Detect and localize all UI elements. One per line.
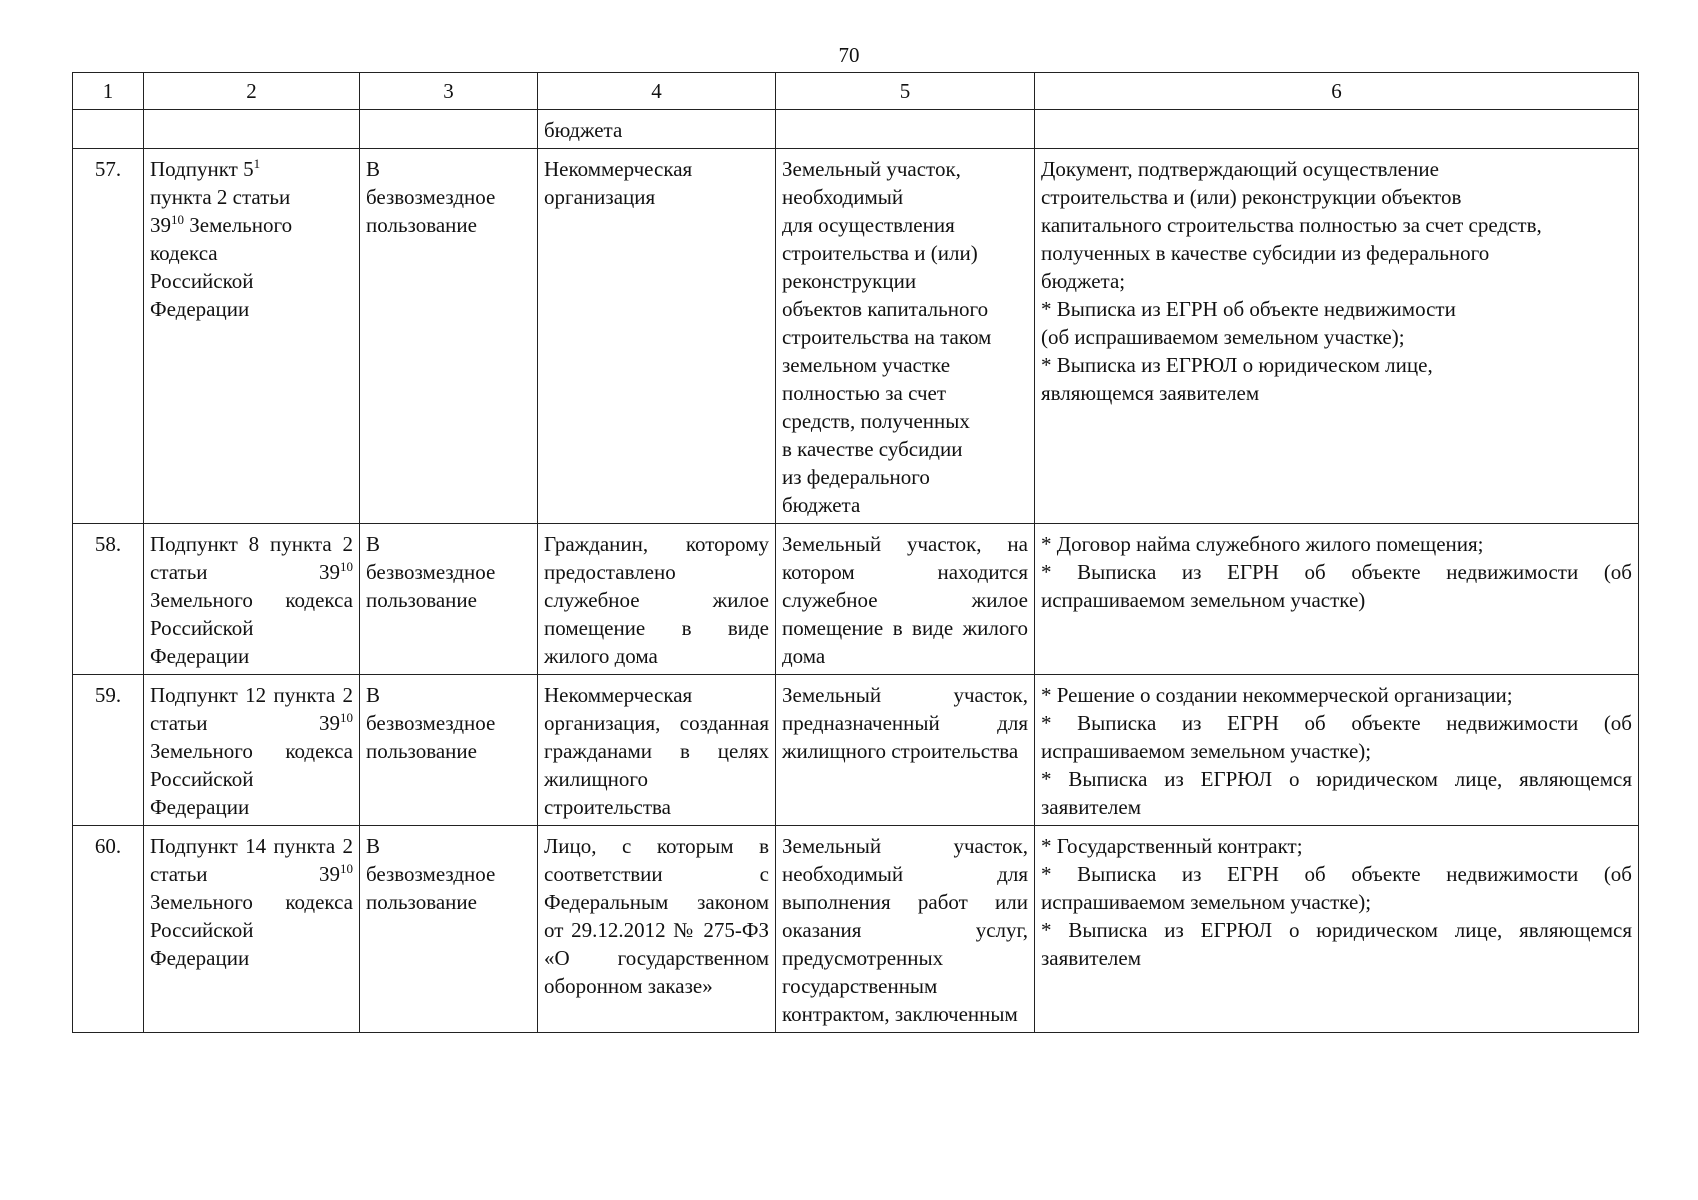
documents-line: * Выписка из ЕГРН об объекте недвижимости (об испрашиваемом земельном участке) bbox=[1041, 560, 1632, 612]
table-row bbox=[73, 826, 1639, 1033]
legal-basis-text: Подпункт 5 bbox=[150, 157, 254, 181]
land-plot-line: Земельный участок, на котором находится служебное жилое помещение в виде жилого дома bbox=[782, 532, 1028, 668]
continuation-row bbox=[73, 110, 1639, 149]
header-col-4: 4 bbox=[538, 73, 776, 110]
land-plot-cell bbox=[776, 524, 1035, 675]
right-type-line: В bbox=[366, 157, 381, 181]
land-plot-line: средств, полученных bbox=[782, 409, 970, 433]
documents-line: * Государственный контракт; bbox=[1041, 834, 1303, 858]
right-type-line: безвозмездное bbox=[366, 711, 496, 735]
legal-basis-text: Подпункт 12 пункта 2 статьи 39 bbox=[150, 683, 353, 735]
documents-cell bbox=[1035, 149, 1639, 524]
legal-basis-text: Земельного кодекса Российской Федерации bbox=[150, 588, 353, 668]
legal-basis-text: Земельного кодекса Российской Федерации bbox=[150, 890, 353, 970]
land-documents-table bbox=[72, 72, 1639, 1033]
land-plot-line: земельном участке bbox=[782, 353, 951, 377]
legal-basis-line bbox=[150, 183, 353, 211]
header-col-6: 6 bbox=[1035, 73, 1639, 110]
legal-basis-cell bbox=[144, 524, 360, 675]
applicant-cell bbox=[538, 826, 776, 1033]
right-type-line: пользование bbox=[366, 588, 477, 612]
legal-basis-text: кодекса bbox=[150, 241, 218, 265]
documents-cell bbox=[1035, 524, 1639, 675]
land-plot-line: полностью за счет bbox=[782, 381, 947, 405]
header-col-3: 3 bbox=[360, 73, 538, 110]
right-type-cell bbox=[360, 524, 538, 675]
row-number: 58. bbox=[73, 524, 144, 675]
legal-basis-cell bbox=[144, 675, 360, 826]
legal-basis-text: 39 bbox=[150, 213, 171, 237]
applicant-line: Некоммерческая bbox=[544, 157, 693, 181]
legal-basis-line bbox=[150, 239, 353, 267]
row-number: 60. bbox=[73, 826, 144, 1033]
documents-line: капитального строительства полностью за счет средств, bbox=[1041, 213, 1542, 237]
table-row bbox=[73, 675, 1639, 826]
documents-line: * Выписка из ЕГРЮЛ о юридическом лице, являющемся заявителем bbox=[1041, 918, 1632, 970]
right-type-cell bbox=[360, 826, 538, 1033]
documents-line: Документ, подтверждающий осуществление bbox=[1041, 157, 1439, 181]
header-col-2: 2 bbox=[144, 73, 360, 110]
land-plot-line: Земельный участок, предназначенный для жилищного строительства bbox=[782, 683, 1028, 763]
header-col-5: 5 bbox=[776, 73, 1035, 110]
right-type-cell bbox=[360, 675, 538, 826]
superscript: 10 bbox=[340, 559, 353, 574]
page-number: 70 bbox=[838, 43, 860, 67]
land-plot-line: бюджета bbox=[782, 493, 861, 517]
legal-basis-line bbox=[150, 211, 353, 239]
continuation-cell-2 bbox=[144, 110, 360, 149]
applicant-line: Гражданин, которому предоставлено служебное жилое помещение в виде жилого дома bbox=[544, 532, 769, 668]
legal-basis-text: Федерации bbox=[150, 297, 250, 321]
documents-cell bbox=[1035, 826, 1639, 1033]
continuation-cell-3 bbox=[360, 110, 538, 149]
legal-basis-line bbox=[150, 681, 353, 821]
land-plot-line: Земельный участок, необходимый для выполнения работ или оказания услуг, предусмотренных государственным контрактом, заключенным bbox=[782, 834, 1028, 1026]
documents-line: являющемся заявителем bbox=[1041, 381, 1260, 405]
right-type-line: В bbox=[366, 683, 381, 707]
land-plot-line: для осуществления bbox=[782, 213, 955, 237]
continuation-cell-5 bbox=[776, 110, 1035, 149]
right-type-line: В bbox=[366, 532, 381, 556]
superscript: 1 bbox=[253, 156, 261, 171]
legal-basis-line bbox=[150, 832, 353, 972]
land-plot-line: строительства и (или) bbox=[782, 241, 978, 265]
documents-line: строительства и (или) реконструкции объектов bbox=[1041, 185, 1462, 209]
land-plot-cell bbox=[776, 675, 1035, 826]
documents-cell bbox=[1035, 675, 1639, 826]
legal-basis-text: пункта 2 статьи bbox=[150, 185, 291, 209]
legal-basis-line bbox=[150, 530, 353, 670]
superscript: 10 bbox=[340, 861, 353, 876]
documents-line: * Выписка из ЕГРН об объекте недвижимости bbox=[1041, 297, 1456, 321]
table-row bbox=[73, 149, 1639, 524]
documents-line: бюджета; bbox=[1041, 269, 1126, 293]
land-plot-line: в качестве субсидии bbox=[782, 437, 963, 461]
land-plot-line: строительства на таком bbox=[782, 325, 992, 349]
land-plot-line: необходимый bbox=[782, 185, 904, 209]
land-plot-line: объектов капитального bbox=[782, 297, 989, 321]
legal-basis-text: Земельного bbox=[184, 213, 293, 237]
land-plot-line: из федерального bbox=[782, 465, 930, 489]
legal-basis-text: Земельного кодекса Российской Федерации bbox=[150, 739, 353, 819]
documents-line: (об испрашиваемом земельном участке); bbox=[1041, 325, 1405, 349]
row-number: 57. bbox=[73, 149, 144, 524]
right-type-line: пользование bbox=[366, 213, 477, 237]
continuation-cell-1 bbox=[73, 110, 144, 149]
table-row bbox=[73, 524, 1639, 675]
right-type-line: В bbox=[366, 834, 381, 858]
applicant-cell bbox=[538, 149, 776, 524]
legal-basis-cell bbox=[144, 826, 360, 1033]
right-type-line: пользование bbox=[366, 739, 477, 763]
legal-basis-text: Подпункт 14 пункта 2 статьи 39 bbox=[150, 834, 353, 886]
applicant-cell bbox=[538, 524, 776, 675]
right-type-line: пользование bbox=[366, 890, 477, 914]
row-number: 59. bbox=[73, 675, 144, 826]
legal-basis-line bbox=[150, 267, 353, 295]
applicant-line: организация bbox=[544, 185, 656, 209]
documents-line: * Выписка из ЕГРЮЛ о юридическом лице, являющемся заявителем bbox=[1041, 767, 1632, 819]
continuation-cell-4: бюджета bbox=[538, 110, 776, 149]
right-type-line: безвозмездное bbox=[366, 185, 496, 209]
superscript: 10 bbox=[340, 710, 353, 725]
header-col-1: 1 bbox=[73, 73, 144, 110]
header-row bbox=[73, 73, 1639, 110]
legal-basis-cell bbox=[144, 149, 360, 524]
right-type-line: безвозмездное bbox=[366, 560, 496, 584]
legal-basis-line bbox=[150, 295, 353, 323]
documents-line: * Выписка из ЕГРН об объекте недвижимости (об испрашиваемом земельном участке); bbox=[1041, 711, 1632, 763]
applicant-line: Некоммерческая организация, созданная гражданами в целях жилищного строительства bbox=[544, 683, 769, 819]
right-type-line: безвозмездное bbox=[366, 862, 496, 886]
legal-basis-text: Подпункт 8 пункта 2 статьи 39 bbox=[150, 532, 353, 584]
applicant-line: Лицо, с которым в соответствии с Федеральным законом от 29.12.2012 № 275-ФЗ «О государственном оборонном заказе» bbox=[544, 834, 769, 998]
land-plot-line: Земельный участок, bbox=[782, 157, 961, 181]
legal-basis-line bbox=[150, 155, 353, 183]
legal-basis-text: Российской bbox=[150, 269, 254, 293]
land-plot-line: реконструкции bbox=[782, 269, 917, 293]
continuation-cell-6 bbox=[1035, 110, 1639, 149]
applicant-cell bbox=[538, 675, 776, 826]
documents-line: * Решение о создании некоммерческой организации; bbox=[1041, 683, 1513, 707]
documents-line: * Договор найма служебного жилого помещения; bbox=[1041, 532, 1484, 556]
right-type-cell bbox=[360, 149, 538, 524]
documents-line: * Выписка из ЕГРН об объекте недвижимости (об испрашиваемом земельном участке); bbox=[1041, 862, 1632, 914]
land-plot-cell bbox=[776, 826, 1035, 1033]
land-plot-cell bbox=[776, 149, 1035, 524]
documents-line: полученных в качестве субсидии из федерального bbox=[1041, 241, 1490, 265]
documents-line: * Выписка из ЕГРЮЛ о юридическом лице, bbox=[1041, 353, 1433, 377]
superscript: 10 bbox=[171, 212, 184, 227]
